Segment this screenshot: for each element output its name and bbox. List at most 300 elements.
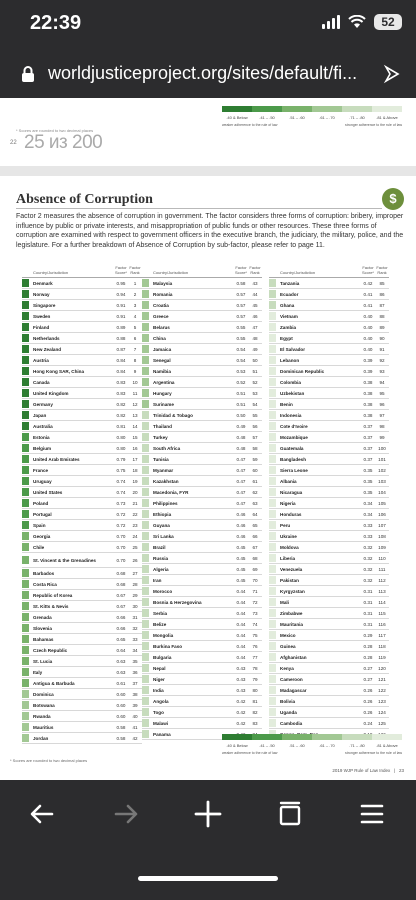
country-name: Canada: [33, 379, 50, 385]
back-arrow-icon[interactable]: [26, 798, 58, 830]
factor-rank: 93: [379, 368, 385, 374]
table-row: [269, 531, 389, 542]
country-name: Niger: [153, 676, 165, 682]
factor-rank: 87: [379, 302, 385, 308]
table-row: [22, 590, 142, 601]
table-row: [269, 630, 389, 641]
table-row: [269, 674, 389, 685]
factor-score: 0.44: [236, 588, 246, 594]
country-name: Cote d'Ivoire: [280, 423, 308, 429]
legend-range-label: .61 – .70: [319, 115, 335, 120]
legend-range-labels: [222, 115, 402, 120]
country-name: Macedonia, FYR: [153, 489, 189, 495]
country-name: Morocco: [153, 588, 173, 594]
factor-rank: 26: [132, 557, 138, 563]
factor-rank: 95: [379, 390, 385, 396]
score-swatch: [22, 580, 29, 588]
country-name: Malaysia: [153, 280, 173, 286]
factor-rank: 74: [252, 621, 258, 627]
score-swatch: [142, 565, 149, 573]
score-swatch: [22, 367, 29, 375]
menu-icon[interactable]: [356, 798, 388, 830]
legend-range-label: .41 – .50: [259, 743, 275, 748]
country-name: Colombia: [280, 379, 301, 385]
page-footer: 2019 WJP Rule of Law Index | 23: [332, 768, 404, 773]
score-swatch: [142, 400, 149, 408]
factor-rank: 20: [132, 489, 138, 495]
factor-score: 0.39: [363, 368, 373, 374]
factor-rank: 107: [378, 522, 386, 528]
country-name: Ethiopia: [153, 511, 172, 517]
country-name: Slovenia: [33, 625, 52, 631]
table-row: [22, 700, 142, 711]
table-row: [142, 564, 262, 575]
country-name: Peru: [280, 522, 291, 528]
country-name: Mauritius: [33, 724, 54, 730]
score-swatch: [269, 664, 276, 672]
country-name: Sweden: [33, 313, 51, 319]
table-row: [142, 718, 262, 729]
country-name: Guyana: [153, 522, 170, 528]
country-name: Brazil: [153, 544, 166, 550]
factor-rank: 24: [132, 533, 138, 539]
factor-rank: 92: [379, 357, 385, 363]
factor-score: 0.66: [116, 625, 126, 631]
factor-score: 0.47: [236, 489, 246, 495]
country-name: St. Kitts & Nevis: [33, 603, 69, 609]
table-row: [142, 465, 262, 476]
factor-rank: 111: [378, 566, 386, 572]
country-name: Japan: [33, 412, 47, 418]
factor-rank: 102: [378, 467, 386, 473]
factor-rank: 8: [133, 357, 137, 363]
factor-rank: 3: [133, 302, 137, 308]
factor-score: 0.38: [363, 412, 373, 418]
factor-score: 0.48: [236, 434, 246, 440]
table-row: [142, 685, 262, 696]
score-swatch: [142, 356, 149, 364]
table-row: [269, 509, 389, 520]
score-swatch: [22, 723, 29, 731]
table-row: [142, 498, 262, 509]
legend-range-label: .51 – .60: [289, 115, 305, 120]
score-swatch: [22, 635, 29, 643]
country-name: Cambodia: [280, 720, 303, 726]
table-row: [142, 289, 262, 300]
score-swatch: [269, 378, 276, 386]
score-swatch: [22, 301, 29, 309]
score-swatch: [269, 444, 276, 452]
table-row: [22, 542, 142, 553]
score-swatch: [269, 587, 276, 595]
table-row: [22, 377, 142, 388]
legend-stronger: stronger adherence to the rule of law: [344, 123, 402, 127]
table-row: [22, 531, 142, 542]
score-swatch: [142, 708, 149, 716]
score-swatch: [22, 433, 29, 441]
factor-score: 0.28: [363, 654, 373, 660]
factor-score: 0.67: [116, 592, 126, 598]
country-name: Nigeria: [280, 500, 296, 506]
score-swatch: [22, 411, 29, 419]
legend-swatch: [222, 106, 252, 112]
table-row: [269, 498, 389, 509]
factor-score: 0.37: [363, 423, 373, 429]
url-text[interactable]: worldjusticeproject.org/sites/default/fi...: [48, 63, 358, 83]
table-row: [22, 333, 142, 344]
factor-score: 0.70: [116, 557, 126, 563]
factor-score: 0.38: [363, 390, 373, 396]
factor-rank: 97: [379, 412, 385, 418]
table-row: [269, 454, 389, 465]
country-name: Ukraine: [280, 533, 297, 539]
title-divider: [16, 208, 382, 209]
country-name: Trinidad & Tobago: [153, 412, 193, 418]
factor-rank: 13: [132, 412, 138, 418]
factor-rank: 49: [252, 346, 258, 352]
factor-rank: 117: [378, 632, 386, 638]
score-swatch: [142, 554, 149, 562]
country-name: Nepal: [153, 665, 166, 671]
factor-rank: 67: [252, 544, 258, 550]
country-name: Burkina Faso: [153, 643, 183, 649]
factor-score: 0.67: [116, 603, 126, 609]
country-name: Namibia: [153, 368, 171, 374]
factor-rank: 122: [378, 687, 386, 693]
score-swatch: [142, 631, 149, 639]
factor-rank: 124: [378, 709, 386, 715]
factor-rank: 32: [132, 625, 138, 631]
score-swatch: [22, 356, 29, 364]
table-row: [22, 278, 142, 289]
factor-score: 0.35: [363, 467, 373, 473]
factor-rank: 71: [252, 588, 258, 594]
table-row: [142, 476, 262, 487]
factor-score: 0.37: [363, 456, 373, 462]
factor-rank: 22: [132, 511, 138, 517]
legend-bottom: [222, 734, 402, 755]
table-row: [142, 344, 262, 355]
factor-score: 0.82: [116, 412, 126, 418]
score-swatch: [142, 642, 149, 650]
factor-rank: 85: [379, 280, 385, 286]
factor-score: 0.95: [116, 280, 126, 286]
country-name: Myanmar: [153, 467, 174, 473]
country-name: Guatemala: [280, 445, 304, 451]
country-name: Costa Rica: [33, 581, 57, 587]
factor-score: 0.60: [116, 702, 126, 708]
score-swatch: [269, 334, 276, 342]
legend-swatch: [282, 734, 312, 740]
factor-score: 0.32: [363, 544, 373, 550]
factor-rank: 120: [378, 665, 386, 671]
factor-rank: 46: [252, 313, 258, 319]
factor-rank: 55: [252, 412, 258, 418]
table-row: [269, 707, 389, 718]
country-name: Bahamas: [33, 636, 54, 642]
factor-rank: 63: [252, 500, 258, 506]
legend-color-bar: [222, 734, 402, 740]
table-row: [22, 498, 142, 509]
factor-score: 0.26: [363, 687, 373, 693]
url-bar[interactable]: [0, 50, 416, 98]
country-name: Ecuador: [280, 291, 299, 297]
factor-score: 0.46: [236, 511, 246, 517]
factor-rank: 99: [379, 434, 385, 440]
header-country: Country/Jurisdiction: [33, 270, 69, 275]
score-swatch: [269, 620, 276, 628]
factor-score: 0.40: [363, 346, 373, 352]
score-swatch: [269, 675, 276, 683]
cellular-signal-icon: [322, 15, 340, 29]
factor-rank: 33: [132, 636, 138, 642]
legend-range-label: .51 – .60: [289, 743, 305, 748]
table-row: [22, 399, 142, 410]
factor-score: 0.31: [363, 621, 373, 627]
country-name: Barbados: [33, 570, 55, 576]
country-name: Serbia: [153, 610, 168, 616]
score-swatch: [142, 510, 149, 518]
factor-rank: 91: [379, 346, 385, 352]
factor-rank: 88: [379, 313, 385, 319]
header-score: Factor Score*: [114, 265, 127, 275]
score-swatch: [142, 290, 149, 298]
country-name: Philippines: [153, 500, 178, 506]
factor-score: 0.40: [363, 335, 373, 341]
country-name: Czech Republic: [33, 647, 68, 653]
factor-rank: 30: [132, 603, 138, 609]
country-name: Madagascar: [280, 687, 307, 693]
factor-rank: 48: [252, 335, 258, 341]
table-row: [142, 300, 262, 311]
table-row: [142, 641, 262, 652]
score-swatch: [22, 510, 29, 518]
table-row: [142, 542, 262, 553]
country-name: Italy: [33, 669, 43, 675]
table-row: [269, 399, 389, 410]
score-swatch: [269, 411, 276, 419]
country-name: Austria: [33, 357, 49, 363]
table-row: [22, 454, 142, 465]
pdf-page[interactable]: [0, 98, 416, 780]
country-name: Pakistan: [280, 577, 299, 583]
score-swatch: [142, 411, 149, 419]
score-swatch: [142, 367, 149, 375]
country-name: Botswana: [33, 702, 55, 708]
factor-rank: 108: [378, 533, 386, 539]
country-name: Mozambique: [280, 434, 308, 440]
score-swatch: [142, 532, 149, 540]
table-row: [269, 564, 389, 575]
browser-toolbar: [0, 780, 416, 900]
score-swatch: [269, 466, 276, 474]
factor-rank: 15: [132, 434, 138, 440]
score-swatch: [269, 400, 276, 408]
table-row: [142, 674, 262, 685]
reader-arrow-icon[interactable]: [382, 64, 402, 84]
country-name: Russia: [153, 555, 169, 561]
factor-score: 0.35: [363, 489, 373, 495]
table-row: [269, 421, 389, 432]
score-swatch: [142, 609, 149, 617]
home-indicator[interactable]: [138, 876, 278, 881]
score-swatch: [269, 279, 276, 287]
table-row: [269, 443, 389, 454]
factor-rank: 103: [378, 478, 386, 484]
factor-score: 0.68: [116, 581, 126, 587]
country-name: Denmark: [33, 280, 53, 286]
factor-rank: 68: [252, 555, 258, 561]
factor-score: 0.57: [236, 313, 246, 319]
score-swatch: [22, 422, 29, 430]
country-name: Senegal: [153, 357, 171, 363]
factor-rank: 59: [252, 456, 258, 462]
table-row: [22, 711, 142, 722]
table-row: [22, 476, 142, 487]
factor-score: 0.74: [116, 478, 126, 484]
score-swatch: [142, 598, 149, 606]
score-swatch: [269, 565, 276, 573]
table-row: [22, 410, 142, 421]
score-swatch: [142, 697, 149, 705]
factor-rank: 106: [378, 511, 386, 517]
table-row: [22, 722, 142, 733]
legend-weaker: weaker adherence to the rule of law: [222, 123, 278, 127]
legend-range-label: .40 & Below: [226, 115, 248, 120]
country-name: Liberia: [280, 555, 296, 561]
factor-rank: 31: [132, 614, 138, 620]
country-name: Nicaragua: [280, 489, 303, 495]
header-country: Country/Jurisdiction: [280, 270, 316, 275]
score-swatch: [142, 620, 149, 628]
country-name: Chile: [33, 544, 45, 550]
factor-score: 0.38: [363, 379, 373, 385]
table-row: [22, 568, 142, 579]
table-row: [142, 333, 262, 344]
factor-score: 0.80: [116, 445, 126, 451]
country-name: Finland: [33, 324, 50, 330]
table-row: [142, 696, 262, 707]
score-swatch: [22, 734, 29, 742]
factor-score: 0.41: [363, 291, 373, 297]
country-name: Suriname: [153, 401, 174, 407]
country-name: Indonesia: [280, 412, 302, 418]
table-row: [269, 663, 389, 674]
country-name: Portugal: [33, 511, 52, 517]
score-swatch: [142, 675, 149, 683]
score-swatch: [269, 510, 276, 518]
score-swatch: [22, 657, 29, 665]
factor-rank: 34: [132, 647, 138, 653]
factor-rank: 14: [132, 423, 138, 429]
country-name: Malawi: [153, 720, 169, 726]
factor-rank: 4: [133, 313, 137, 319]
ranking-table-1: [22, 261, 142, 744]
factor-rank: 82: [252, 709, 258, 715]
score-swatch: [22, 488, 29, 496]
factor-score: 0.32: [363, 577, 373, 583]
score-swatch: [142, 488, 149, 496]
header-rank: Factor Rank: [376, 265, 388, 275]
legend-swatch: [312, 734, 342, 740]
table-row: [22, 601, 142, 612]
country-name: Albania: [280, 478, 297, 484]
factor-rank: 41: [132, 724, 138, 730]
wifi-icon: [348, 15, 366, 29]
country-name: Moldova: [280, 544, 299, 550]
factor-rank: 43: [252, 280, 258, 286]
table-row: [142, 311, 262, 322]
score-swatch: [269, 290, 276, 298]
factor-rank: 100: [378, 445, 386, 451]
new-tab-plus-icon[interactable]: [192, 798, 224, 830]
score-swatch: [22, 400, 29, 408]
table-row: [142, 421, 262, 432]
country-name: St. Vincent & the Grenadines: [33, 557, 96, 563]
factor-rank: 89: [379, 324, 385, 330]
forward-arrow-icon[interactable]: [110, 798, 142, 830]
factor-rank: 125: [378, 720, 386, 726]
score-swatch: [142, 664, 149, 672]
score-swatch: [22, 668, 29, 676]
score-swatch: [142, 378, 149, 386]
counter-prefix: 22: [10, 140, 17, 146]
factor-rank: 2: [133, 291, 137, 297]
factor-score: 0.70: [116, 544, 126, 550]
tabs-icon[interactable]: [274, 798, 306, 830]
ranking-table-2: [142, 261, 262, 740]
score-swatch: [22, 646, 29, 654]
factor-score: 0.33: [363, 522, 373, 528]
table-row: [269, 476, 389, 487]
section-intro: Factor 2 measures the absence of corruption in government. The factor considers three forms of corruption: bribery, improper influence by public or private interests, and misappropriation of public funds or other resources. These three forms of corruption are examined with respect to government officers in the executive branch, the judiciary, the military, police, and the legislature. For a further breakdown of Absence of Corruption by sub-factor, please refer to page 11.: [16, 213, 404, 249]
factor-rank: 44: [252, 291, 258, 297]
factor-score: 0.28: [363, 643, 373, 649]
factor-rank: 50: [252, 357, 258, 363]
factor-rank: 5: [133, 324, 137, 330]
table-row: [22, 432, 142, 443]
country-name: Iran: [153, 577, 162, 583]
score-swatch: [269, 477, 276, 485]
country-name: Tanzania: [280, 280, 300, 286]
table-row: [269, 278, 389, 289]
factor-rank: 37: [132, 680, 138, 686]
factor-score: 0.91: [116, 302, 126, 308]
table-row: [269, 388, 389, 399]
score-swatch: [269, 499, 276, 507]
factor-score: 0.45: [236, 566, 246, 572]
table-row: [142, 707, 262, 718]
factor-rank: 38: [132, 691, 138, 697]
factor-rank: 66: [252, 533, 258, 539]
factor-rank: 94: [379, 379, 385, 385]
table-row: [269, 377, 389, 388]
country-name: Mongolia: [153, 632, 174, 638]
factor-score: 0.57: [236, 291, 246, 297]
header-score: Factor Score*: [234, 265, 247, 275]
score-swatch: [269, 521, 276, 529]
table-row: [269, 718, 389, 729]
factor-rank: 17: [132, 456, 138, 462]
table-row: [22, 689, 142, 700]
country-name: Hungary: [153, 390, 172, 396]
factor-score: 0.57: [236, 302, 246, 308]
table-header: [22, 261, 142, 278]
factor-rank: 23: [132, 522, 138, 528]
score-swatch: [22, 466, 29, 474]
table-row: [269, 300, 389, 311]
score-swatch: [142, 301, 149, 309]
